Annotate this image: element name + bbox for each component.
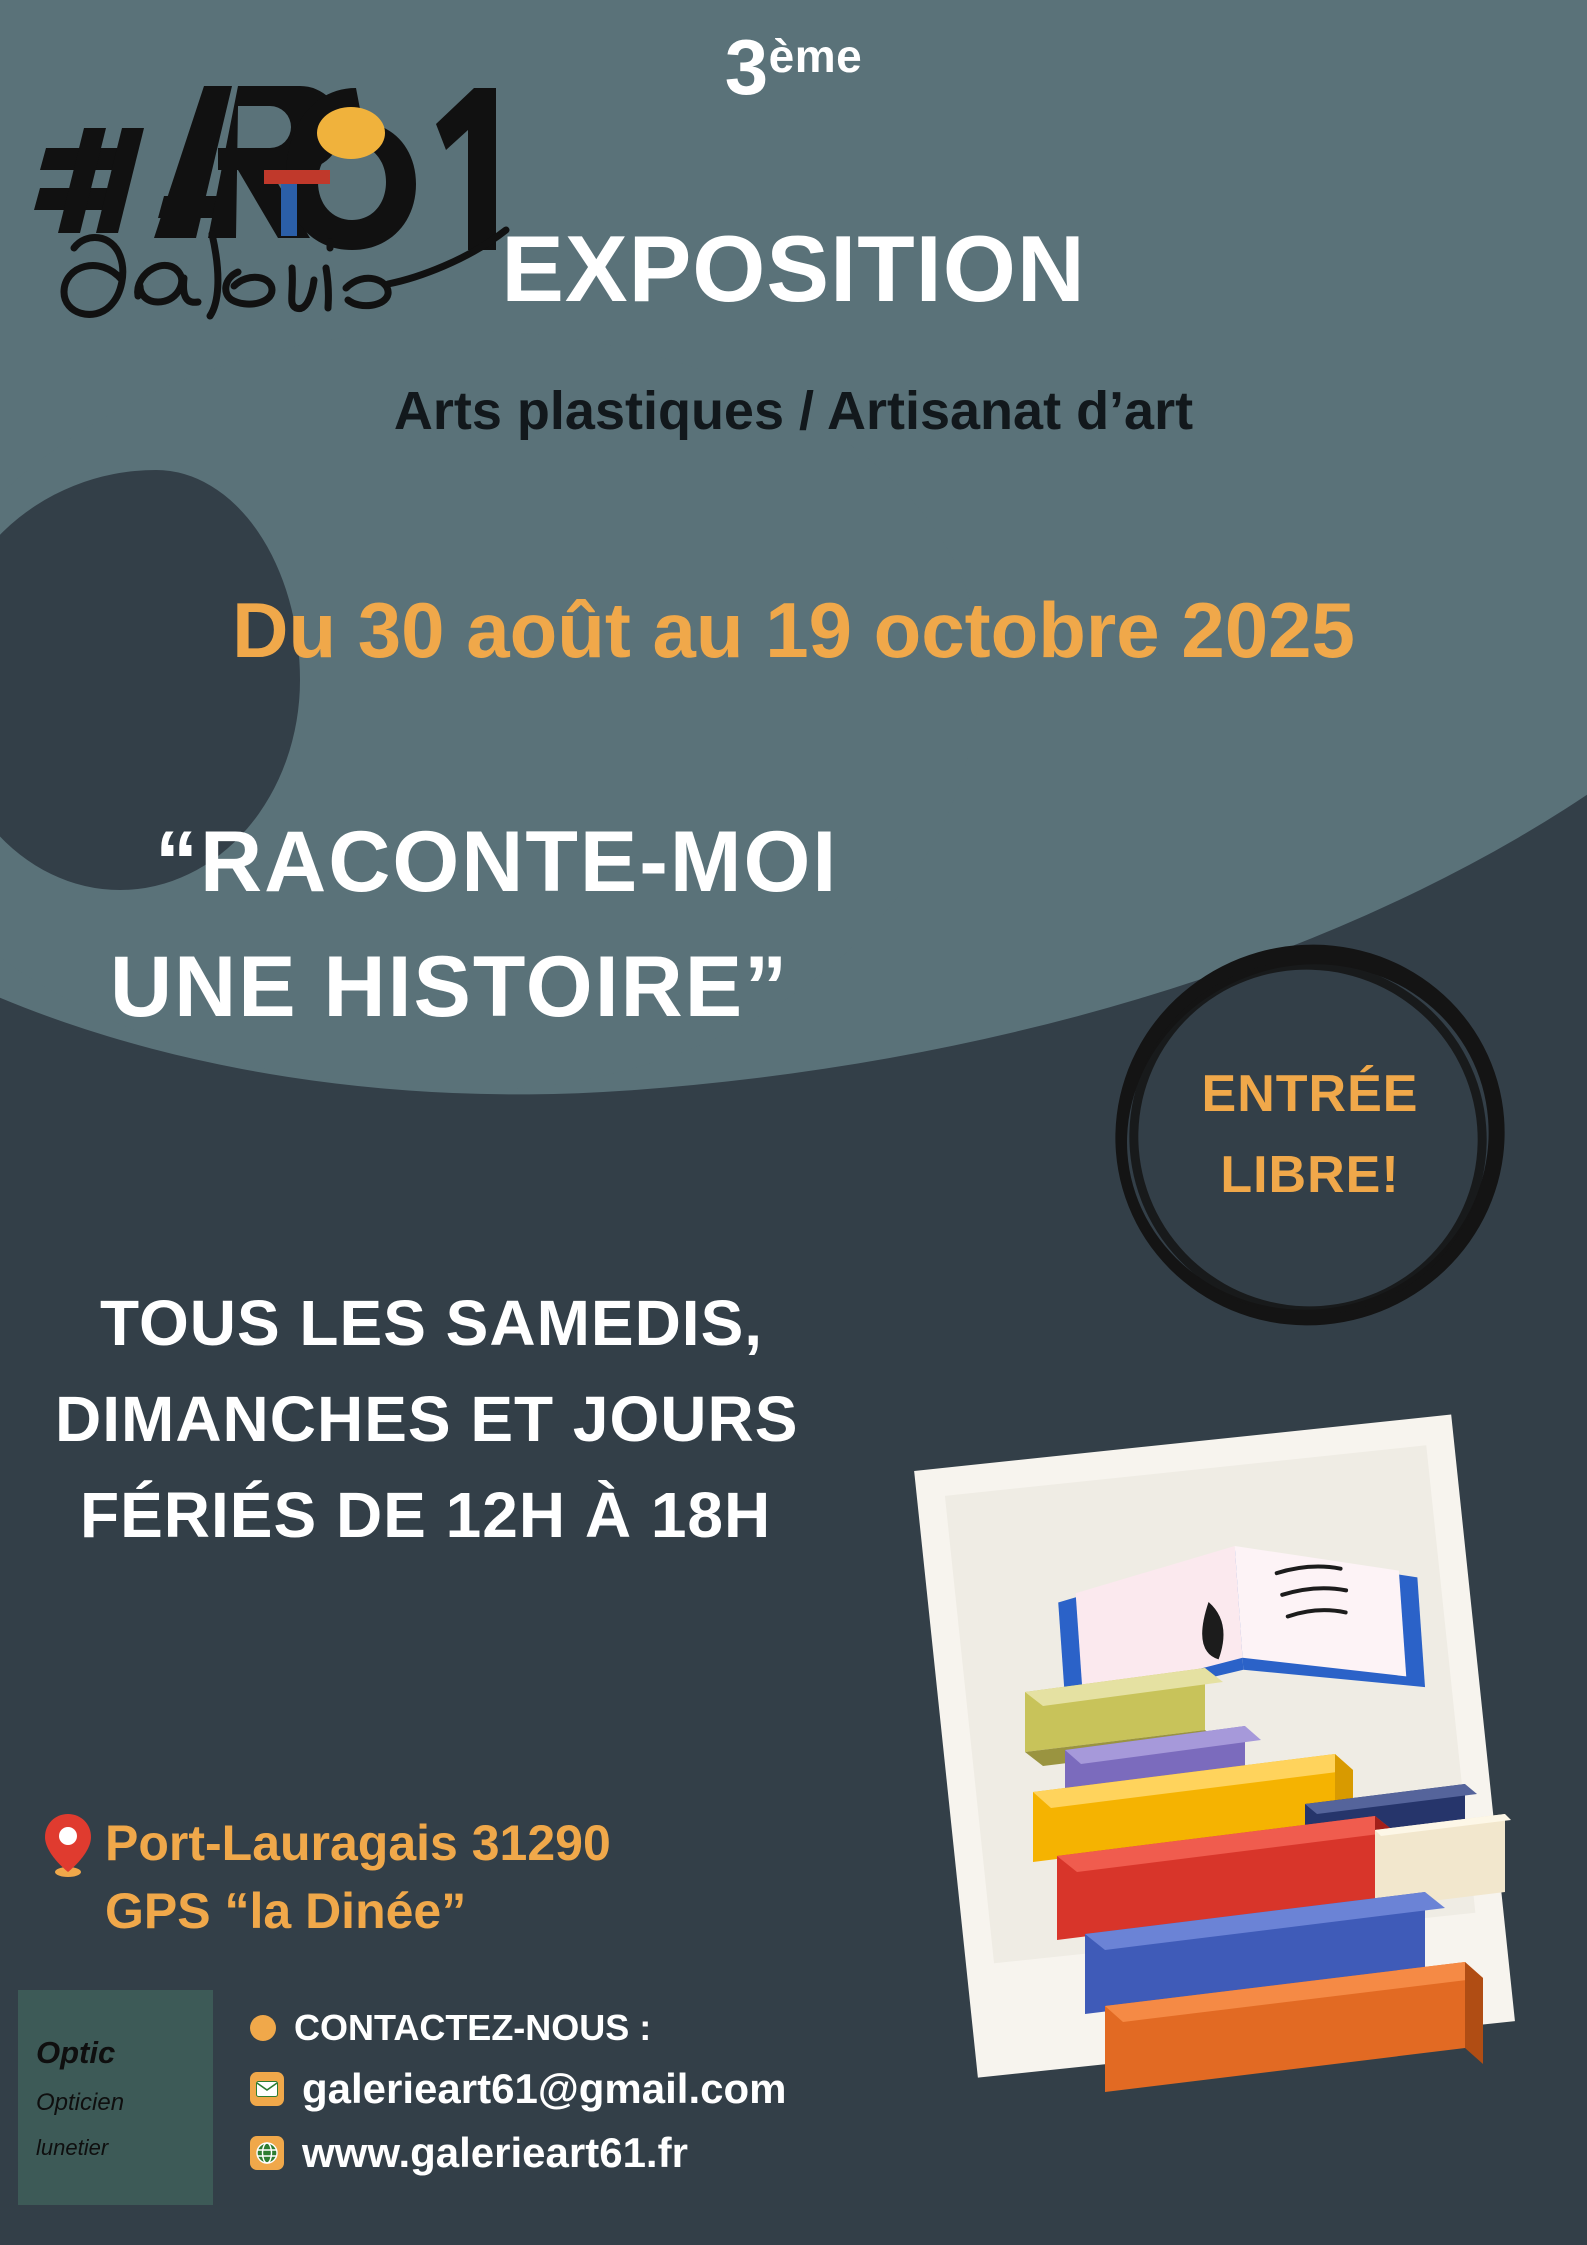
contact-email-row[interactable] xyxy=(250,2065,787,2112)
page-title: EXPOSITION xyxy=(501,216,1086,321)
location-line1: Port-Lauragais 31290 xyxy=(105,1815,611,1871)
sponsor-line1: Optic xyxy=(36,2034,116,2070)
globe-icon xyxy=(250,2136,284,2170)
bullet-icon xyxy=(250,2015,276,2041)
edition-line xyxy=(0,23,1587,111)
contact-label-row xyxy=(250,2007,787,2048)
badge-line2: LIBRE! xyxy=(1220,1146,1400,1204)
edition-suffix: ème xyxy=(768,30,863,82)
exhibition-title xyxy=(100,800,1040,1049)
contact-label: CONTACTEZ-NOUS : xyxy=(294,2007,652,2048)
badge-line1: ENTRÉE xyxy=(1201,1065,1419,1124)
edition-number: 3 xyxy=(724,23,769,111)
hours-line2: DIMANCHES ET JOURS xyxy=(55,1383,799,1455)
exhibition-title-line2: UNE HISTOIRE” xyxy=(110,938,790,1035)
sponsor-logo-optic xyxy=(18,1990,213,2205)
exhibition-title-line1: “RACONTE-MOI xyxy=(155,814,839,910)
location-line2: GPS “la Dinée” xyxy=(105,1882,467,1939)
contact-block xyxy=(250,2007,787,2196)
map-pin-icon xyxy=(43,1812,93,1878)
page-subtitle: Arts plastiques / Artisanat d’art xyxy=(393,381,1194,441)
opening-hours xyxy=(55,1275,1015,1563)
hours-line3: FÉRIÉS DE 12H À 18H xyxy=(80,1479,772,1551)
envelope-icon xyxy=(250,2072,284,2106)
books-illustration xyxy=(905,1400,1545,2100)
hours-line1: TOUS LES SAMEDIS, xyxy=(100,1287,764,1359)
free-entry-badge xyxy=(1115,945,1505,1325)
contact-email[interactable]: galerieart61@gmail.com xyxy=(302,2065,787,2112)
sponsor-line2: Opticien xyxy=(36,2088,125,2116)
location-block xyxy=(105,1810,611,1945)
sponsor-line3: lunetier xyxy=(36,2134,109,2160)
exhibition-dates: Du 30 août au 19 octobre 2025 xyxy=(232,586,1355,674)
contact-website-row[interactable] xyxy=(250,2129,787,2176)
contact-website[interactable]: www.galerieart61.fr xyxy=(302,2129,688,2176)
